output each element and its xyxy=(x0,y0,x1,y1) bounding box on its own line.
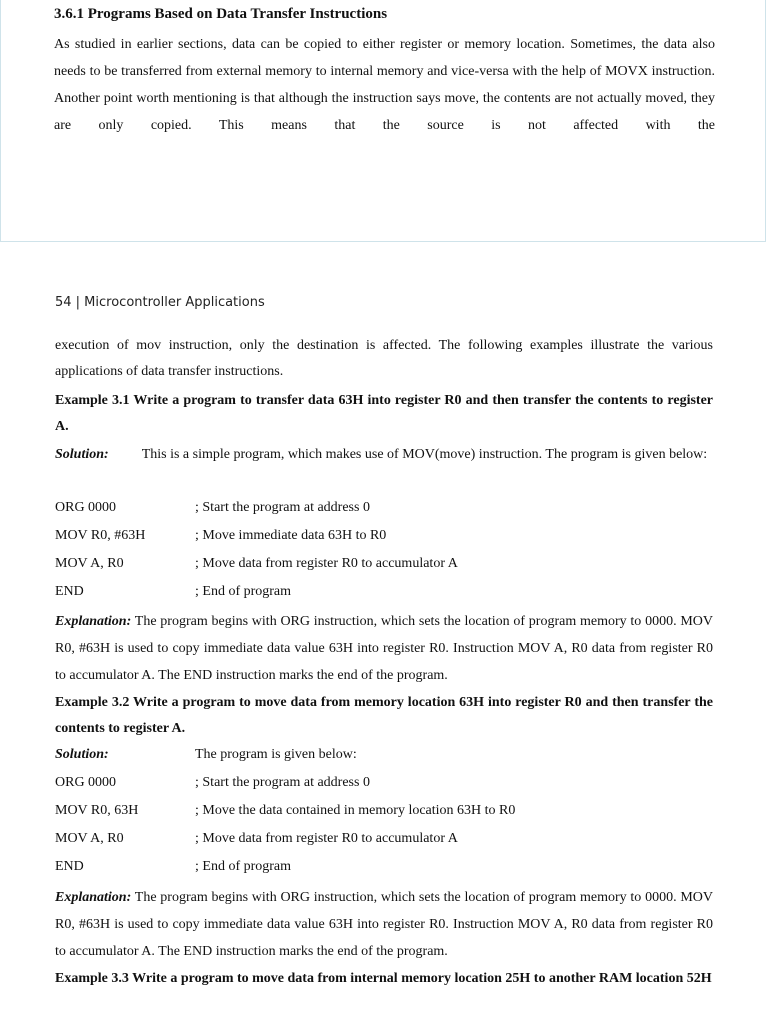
explanation-label: Explanation: xyxy=(55,890,132,905)
solution-label: Solution: xyxy=(55,747,109,762)
page-fragment-top xyxy=(0,0,766,242)
code-comment: ; Move data from register R0 to accumulator A xyxy=(195,831,458,846)
explanation-text: The program begins with ORG instruction, which sets the location of program memory to 0000. MOV R0, #63H is used to copy immediate data value 63H into register R0. Instruction MOV A, R0 data from register R0 to accumulator A. The END instruction marks the end of the program. xyxy=(55,614,713,683)
section-paragraph: As studied in earlier sections, data can be copied to either register or memory location. Sometimes, the data also needs to be transferred from external memory to internal memory and vice-versa with the help of MOVX instruction. Another point worth mentioning is that although the instruction says move, the contents are not actually moved, they are only copied. This means that the source is not affected with the xyxy=(54,37,715,133)
page-header: 54 | Microcontroller Applications xyxy=(55,295,265,310)
example-3-1-explanation xyxy=(55,608,713,689)
code-comment: ; End of program xyxy=(195,859,292,874)
example-3-1-solution xyxy=(55,442,713,468)
page-fragment-bottom xyxy=(0,244,768,1024)
code-comment: ; Start the program at address 0 xyxy=(195,775,370,790)
code-instruction: MOV A, R0 xyxy=(55,556,124,571)
example-3-2-explanation xyxy=(55,884,713,965)
continuation-paragraph: execution of mov instruction, only the destination is affected. The following examples illustrate the various applications of data transfer instructions. xyxy=(55,338,713,379)
code-comment: ; Start the program at address 0 xyxy=(195,500,370,515)
code-instruction: MOV R0, 63H xyxy=(55,803,139,818)
solution-text: This is a simple program, which makes use of MOV(move) instruction. The program is given below: xyxy=(141,447,708,462)
code-instruction: END xyxy=(55,859,84,874)
code-instruction: MOV R0, #63H xyxy=(55,528,146,543)
explanation-text: The program begins with ORG instruction, which sets the location of program memory to 0000. MOV R0, #63H is used to copy immediate data value 63H into register R0. Instruction MOV A, R0 data from register R0 to accumulator A. The END instruction marks the end of the program. xyxy=(55,890,713,959)
example-3-1-title: Example 3.1 Write a program to transfer data 63H into register R0 and then transfer the contents to register A. xyxy=(55,393,713,434)
section-heading: 3.6.1 Programs Based on Data Transfer Instructions xyxy=(54,6,388,22)
code-instruction: MOV A, R0 xyxy=(55,831,124,846)
code-comment: ; Move the data contained in memory location 63H to R0 xyxy=(195,803,516,818)
code-instruction: ORG 0000 xyxy=(55,775,117,790)
example-3-2-solution xyxy=(55,747,713,763)
code-comment: ; Move data from register R0 to accumulator A xyxy=(195,556,458,571)
code-instruction: ORG 0000 xyxy=(55,500,117,515)
code-comment: ; Move immediate data 63H to R0 xyxy=(195,528,387,543)
example-3-3-title: Example 3.3 Write a program to move data from internal memory location 25H to another RAM location 52H xyxy=(55,971,712,986)
solution-label: Solution: xyxy=(55,447,109,462)
solution-text: The program is given below: xyxy=(195,747,357,762)
explanation-label: Explanation: xyxy=(55,614,132,629)
code-instruction: END xyxy=(55,584,84,599)
code-comment: ; End of program xyxy=(195,584,292,599)
example-3-2-title: Example 3.2 Write a program to move data from memory location 63H into register R0 and then transfer the contents to register A. xyxy=(55,695,713,736)
